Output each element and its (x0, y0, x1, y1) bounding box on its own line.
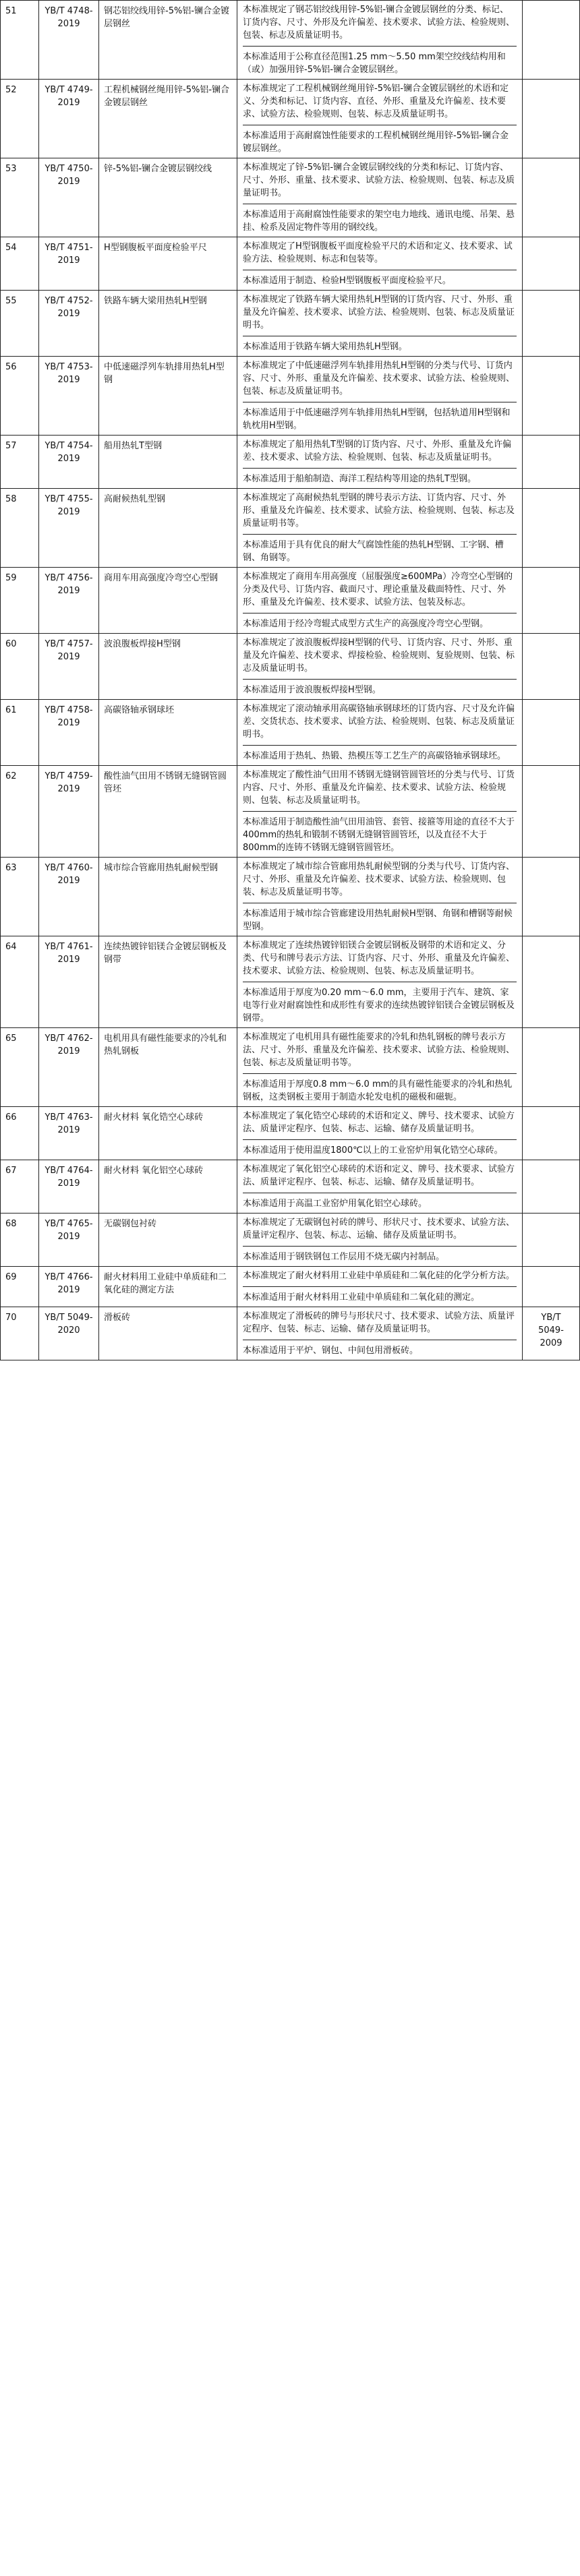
applicability-text: 本标准适用于波浪腹板焊接H型钢。 (243, 685, 381, 695)
row-number-cell: 57 (1, 436, 39, 489)
standard-content-cell (237, 568, 523, 634)
row-number-cell: 69 (1, 1267, 39, 1307)
standard-code-cell: YB/T 4751-2019 (39, 237, 99, 291)
standard-code-cell: YB/T 4758-2019 (39, 700, 99, 766)
table-row (1, 568, 580, 634)
standard-name-cell: 工程机械钢丝绳用锌-5%铝-镧合金镀层钢丝 (99, 80, 237, 158)
standard-name-cell: 船用热轧T型钢 (99, 436, 237, 489)
replaced-standard-cell (523, 291, 580, 357)
scope-text: 本标准规定了连续热镀锌铝镁合金镀层钢板及钢带的术语和定义、分类、代号和牌号表示方法、订货内容、尺寸、外形、重量及允许偏差、技术要求、试验方法、检验规则、包装、标志及质量证明书。 (243, 939, 517, 982)
scope-text: 本标准规定了滚动轴承用高碳铬轴承钢球坯的订货内容、尺寸及允许偏差、交货状态、技术要求、试验方法、检验规则、包装、标志及质量证明书。 (243, 702, 517, 746)
table-row (1, 80, 580, 158)
standard-code-cell: YB/T 4759-2019 (39, 766, 99, 858)
standard-content-cell (237, 1, 523, 80)
row-number-cell: 59 (1, 568, 39, 634)
standard-content-cell (237, 158, 523, 237)
row-number-cell: 51 (1, 1, 39, 80)
row-number-cell: 65 (1, 1028, 39, 1107)
applicability-text: 本标准适用于船舶制造、海洋工程结构等用途的热轧T型钢。 (243, 474, 476, 484)
standard-name-cell: 钢芯铝绞线用锌-5%铝-镧合金镀层钢丝 (99, 1, 237, 80)
table-row (1, 1214, 580, 1267)
standard-name-cell: 滑板砖 (99, 1307, 237, 1360)
applicability-text: 本标准适用于热轧、热锻、热模压等工艺生产的高碳铬轴承钢球坯。 (243, 751, 506, 761)
replaced-standard-cell (523, 158, 580, 237)
standard-content-cell (237, 858, 523, 936)
scope-text: 本标准规定了钢芯铝绞线用锌-5%铝-镧合金镀层钢丝的分类、标记、订货内容、尺寸、外形及允许偏差、技术要求、试验方法、检验规则、包装、标志及质量证明书。 (243, 3, 517, 47)
row-number-cell: 62 (1, 766, 39, 858)
scope-text: 本标准规定了波浪腹板焊接H型钢的代号、订货内容、尺寸、外形、重量及允许偏差、技术要求、焊接检验、检验规则、复验规则、包装、标志及质量证明书。 (243, 636, 517, 680)
row-number-cell: 70 (1, 1307, 39, 1360)
table-row (1, 1028, 580, 1107)
replaced-standard-cell: YB/T 5049-2009 (523, 1307, 580, 1360)
standard-code-cell: YB/T 4755-2019 (39, 489, 99, 568)
standard-content-cell (237, 1307, 523, 1360)
table-row (1, 1267, 580, 1307)
table-row (1, 766, 580, 858)
standard-name-cell: 耐火材料 氧化锆空心球砖 (99, 1107, 237, 1160)
standard-name-cell: 电机用具有磁性能要求的冷轧和热轧钢板 (99, 1028, 237, 1107)
scope-text: 本标准规定了氧化铝空心球砖的术语和定义、牌号、技术要求、试验方法、质量评定程序、包装、标志、运输、储存及质量证明书。 (243, 1163, 517, 1193)
applicability-text: 本标准适用于公称直径范围1.25 mm～5.50 mm架空绞线结构用和（或）加强用锌-5%铝-镧合金镀层钢丝。 (243, 52, 506, 75)
replaced-standard-cell (523, 1267, 580, 1307)
standard-name-cell: 锌-5%铝-镧合金镀层钢绞线 (99, 158, 237, 237)
replaced-standard-cell (523, 489, 580, 568)
applicability-text: 本标准适用于高耐腐蚀性能要求的架空电力地线、通讯电缆、吊架、悬挂、检系及固定物件等用的钢绞线。 (243, 210, 515, 233)
replaced-standard-cell (523, 357, 580, 436)
standard-code-cell: YB/T 4764-2019 (39, 1160, 99, 1214)
row-number-cell: 53 (1, 158, 39, 237)
standard-content-cell (237, 634, 523, 700)
replaced-standard-cell (523, 700, 580, 766)
standard-code-cell: YB/T 4763-2019 (39, 1107, 99, 1160)
applicability-text: 本标准适用于厚度为0.20 mm～6.0 mm，主要用于汽车、建筑、家电等行业对耐腐蚀性和成形性有要求的连续热镀锌铝镁合金镀层钢板及钢带。 (243, 988, 515, 1023)
applicability-text: 本标准适用于使用温度1800℃以上的工业窑炉用氧化锆空心球砖。 (243, 1145, 503, 1156)
standard-content-cell (237, 1267, 523, 1307)
table-row (1, 436, 580, 489)
standard-code-cell: YB/T 4766-2019 (39, 1267, 99, 1307)
standard-content-cell (237, 936, 523, 1028)
scope-text: 本标准规定了耐火材料用工业硅中单质硅和二氧化硅的化学分析方法。 (243, 1269, 517, 1287)
replaced-standard-cell (523, 1107, 580, 1160)
standard-name-cell: 商用车用高强度冷弯空心型钢 (99, 568, 237, 634)
scope-text: 本标准规定了高耐候热轧型钢的牌号表示方法、订货内容、尺寸、外形、重量及允许偏差、技术要求、试验方法、检验规则、包装、标志及质量证明书等。 (243, 491, 517, 535)
standard-content-cell (237, 489, 523, 568)
standard-code-cell: YB/T 4761-2019 (39, 936, 99, 1028)
standard-name-cell: 连续热镀锌铝镁合金镀层钢板及钢带 (99, 936, 237, 1028)
scope-text: 本标准规定了城市综合管廊用热轧耐候型钢的分类与代号、订货内容、尺寸、外形、重量及允许偏差、技术要求、试验方法、检验规则、包装、标志及质量证明书等。 (243, 860, 517, 903)
table-row (1, 237, 580, 291)
table-row (1, 1107, 580, 1160)
applicability-text: 本标准适用于耐火材料用工业硅中单质硅和二氧化硅的测定。 (243, 1292, 480, 1302)
scope-text: 本标准规定了H型钢腹板平面度检验平尺的术语和定义、技术要求、试验方法、检验规则、标志和包装等。 (243, 240, 517, 270)
standard-content-cell (237, 436, 523, 489)
replaced-standard-cell (523, 1214, 580, 1267)
standard-code-cell: YB/T 4749-2019 (39, 80, 99, 158)
standard-code-cell: YB/T 4762-2019 (39, 1028, 99, 1107)
standard-code-cell: YB/T 4754-2019 (39, 436, 99, 489)
standard-name-cell: 铁路车辆大梁用热轧H型钢 (99, 291, 237, 357)
standard-content-cell (237, 1028, 523, 1107)
applicability-text: 本标准适用于具有优良的耐大气腐蚀性能的热轧H型钢、工字钢、槽钢、角钢等。 (243, 540, 504, 563)
standard-content-cell (237, 237, 523, 291)
applicability-text: 本标准适用于经冷弯辊式成型方式生产的高强度冷弯空心型钢。 (243, 619, 489, 629)
replaced-standard-cell (523, 237, 580, 291)
standard-code-cell: YB/T 4750-2019 (39, 158, 99, 237)
standard-name-cell: 高耐候热轧型钢 (99, 489, 237, 568)
replaced-standard-cell (523, 436, 580, 489)
scope-text: 本标准规定了氧化锆空心球砖的术语和定义、牌号、技术要求、试验方法、质量评定程序、包装、标志、运输、储存及质量证明书。 (243, 1110, 517, 1140)
applicability-text: 本标准适用于制造、检验H型钢腹板平面度检验平尺。 (243, 276, 451, 286)
row-number-cell: 68 (1, 1214, 39, 1267)
table-row (1, 1, 580, 80)
standard-code-cell: YB/T 4760-2019 (39, 858, 99, 936)
scope-text: 本标准规定了铁路车辆大梁用热轧H型钢的订货内容、尺寸、外形、重量及允许偏差、技术要求、试验方法、检验规则、包装、标志及质量证明书。 (243, 293, 517, 336)
applicability-text: 本标准适用于城市综合管廊建设用热轧耐候H型钢、角钢和槽钢等耐候型钢。 (243, 909, 513, 932)
standard-name-cell: 中低速磁浮列车轨排用热轧H型钢 (99, 357, 237, 436)
applicability-text: 本标准适用于中低速磁浮列车轨排用热轧H型钢，包括轨道用H型钢和轨枕用H型钢。 (243, 408, 511, 431)
row-number-cell: 58 (1, 489, 39, 568)
scope-text: 本标准规定了锌-5%铝-镧合金镀层钢绞线的分类和标记、订货内容、尺寸、外形、重量、技术要求、试验方法、检验规则、包装、标志及质量证明书。 (243, 161, 517, 204)
applicability-text: 本标准适用于制造酸性油气田用油管、套管、接箍等用途的直径不大于400mm的热轧和锻制不锈钢无缝钢管圆管坯，以及直径不大于800mm的连铸不锈钢无缝钢管圆管坯。 (243, 817, 515, 853)
row-number-cell: 60 (1, 634, 39, 700)
row-number-cell: 61 (1, 700, 39, 766)
table-row (1, 936, 580, 1028)
table-row (1, 1307, 580, 1360)
standard-content-cell (237, 1107, 523, 1160)
standard-code-cell: YB/T 4756-2019 (39, 568, 99, 634)
row-number-cell: 54 (1, 237, 39, 291)
standard-content-cell (237, 80, 523, 158)
standards-table-body (1, 1, 580, 1360)
applicability-text: 本标准适用于平炉、钢包、中间包用滑板砖。 (243, 1346, 419, 1356)
table-row (1, 1160, 580, 1214)
standard-name-cell: 耐火材料用工业硅中单质硅和二氧化硅的测定方法 (99, 1267, 237, 1307)
row-number-cell: 63 (1, 858, 39, 936)
replaced-standard-cell (523, 1028, 580, 1107)
standard-content-cell (237, 766, 523, 858)
scope-text: 本标准规定了滑板砖的牌号与形状尺寸、技术要求、试验方法、质量评定程序、包装、标志、运输、储存及质量证明书。 (243, 1310, 517, 1340)
table-row (1, 158, 580, 237)
applicability-text: 本标准适用于高温工业窑炉用氧化铝空心球砖。 (243, 1199, 428, 1209)
replaced-standard-cell (523, 1160, 580, 1214)
standard-code-cell: YB/T 4752-2019 (39, 291, 99, 357)
standard-name-cell: 高碳铬轴承钢球坯 (99, 700, 237, 766)
table-row (1, 634, 580, 700)
scope-text: 本标准规定了无碳钢包衬砖的牌号、形状尺寸、技术要求、试验方法、质量评定程序、包装、标志、运输、储存及质量证明书。 (243, 1216, 517, 1247)
replaced-standard-cell (523, 858, 580, 936)
scope-text: 本标准规定了电机用具有磁性能要求的冷轧和热轧钢板的牌号表示方法、尺寸、外形、重量及允许偏差、技术要求、试验方法、检验规则、包装、标志及质量证明书等。 (243, 1031, 517, 1074)
replaced-standard-cell (523, 634, 580, 700)
scope-text: 本标准规定了酸性油气田用不锈钢无缝钢管圆管坯的分类与代号、订货内容、尺寸、外形、重量及允许偏差、技术要求、试验方法、检验规则、包装、标志及质量证明书。 (243, 769, 517, 812)
scope-text: 本标准规定了中低速磁浮列车轨排用热轧H型钢的分类与代号、订货内容、尺寸、外形、重量及允许偏差、技术要求、试验方法、检验规则、包装、标志及质量证明书。 (243, 359, 517, 402)
replaced-standard-cell (523, 936, 580, 1028)
standard-content-cell (237, 1214, 523, 1267)
applicability-text: 本标准适用于高耐腐蚀性能要求的工程机械钢丝绳用锌-5%铝-镧合金镀层钢丝。 (243, 131, 509, 154)
standard-name-cell: 酸性油气田用不锈钢无缝钢管圆管坯 (99, 766, 237, 858)
standard-content-cell (237, 700, 523, 766)
standard-name-cell: 无碳钢包衬砖 (99, 1214, 237, 1267)
standard-code-cell: YB/T 4757-2019 (39, 634, 99, 700)
row-number-cell: 55 (1, 291, 39, 357)
table-row (1, 291, 580, 357)
scope-text: 本标准规定了工程机械钢丝绳用锌-5%铝-镧合金镀层钢丝的术语和定义、分类和标记、订货内容、直径、外形、重量及允许偏差、技术要求、试验方法、检验规则、包装、标志及质量证明书。 (243, 82, 517, 125)
scope-text: 本标准规定了船用热轧T型钢的订货内容、尺寸、外形、重量及允许偏差、技术要求、试验方法、检验规则、包装、标志及质量证明书。 (243, 438, 517, 469)
table-row (1, 489, 580, 568)
standard-name-cell: 城市综合管廊用热轧耐候型钢 (99, 858, 237, 936)
applicability-text: 本标准适用于厚度0.8 mm～6.0 mm的具有磁性能要求的冷轧和热轧钢板，这类钢板主要用于制造水轮发电机的磁极和磁轭。 (243, 1079, 513, 1102)
standard-name-cell: H型钢腹板平面度检验平尺 (99, 237, 237, 291)
row-number-cell: 67 (1, 1160, 39, 1214)
applicability-text: 本标准适用于铁路车辆大梁用热轧H型钢。 (243, 342, 407, 352)
table-row (1, 700, 580, 766)
standard-code-cell: YB/T 4765-2019 (39, 1214, 99, 1267)
table-row (1, 858, 580, 936)
replaced-standard-cell (523, 568, 580, 634)
standard-content-cell (237, 357, 523, 436)
row-number-cell: 66 (1, 1107, 39, 1160)
standard-content-cell (237, 1160, 523, 1214)
replaced-standard-cell (523, 1, 580, 80)
standard-content-cell (237, 291, 523, 357)
standard-name-cell: 耐火材料 氧化铝空心球砖 (99, 1160, 237, 1214)
replaced-standard-cell (523, 80, 580, 158)
scope-text: 本标准规定了商用车用高强度（屈服强度≥600MPa）冷弯空心型钢的分类及代号、订货内容、截面尺寸、理论重量及截面特性、尺寸、外形、重量及允许偏差、技术要求、试验方法、包装及标志。 (243, 570, 517, 613)
row-number-cell: 52 (1, 80, 39, 158)
row-number-cell: 56 (1, 357, 39, 436)
standard-name-cell: 波浪腹板焊接H型钢 (99, 634, 237, 700)
standard-code-cell: YB/T 4748-2019 (39, 1, 99, 80)
replaced-standard-cell (523, 766, 580, 858)
table-row (1, 357, 580, 436)
row-number-cell: 64 (1, 936, 39, 1028)
applicability-text: 本标准适用于钢铁钢包工作层用不烧无碳内衬制品。 (243, 1252, 445, 1262)
standard-code-cell: YB/T 4753-2019 (39, 357, 99, 436)
standard-code-cell: YB/T 5049-2020 (39, 1307, 99, 1360)
